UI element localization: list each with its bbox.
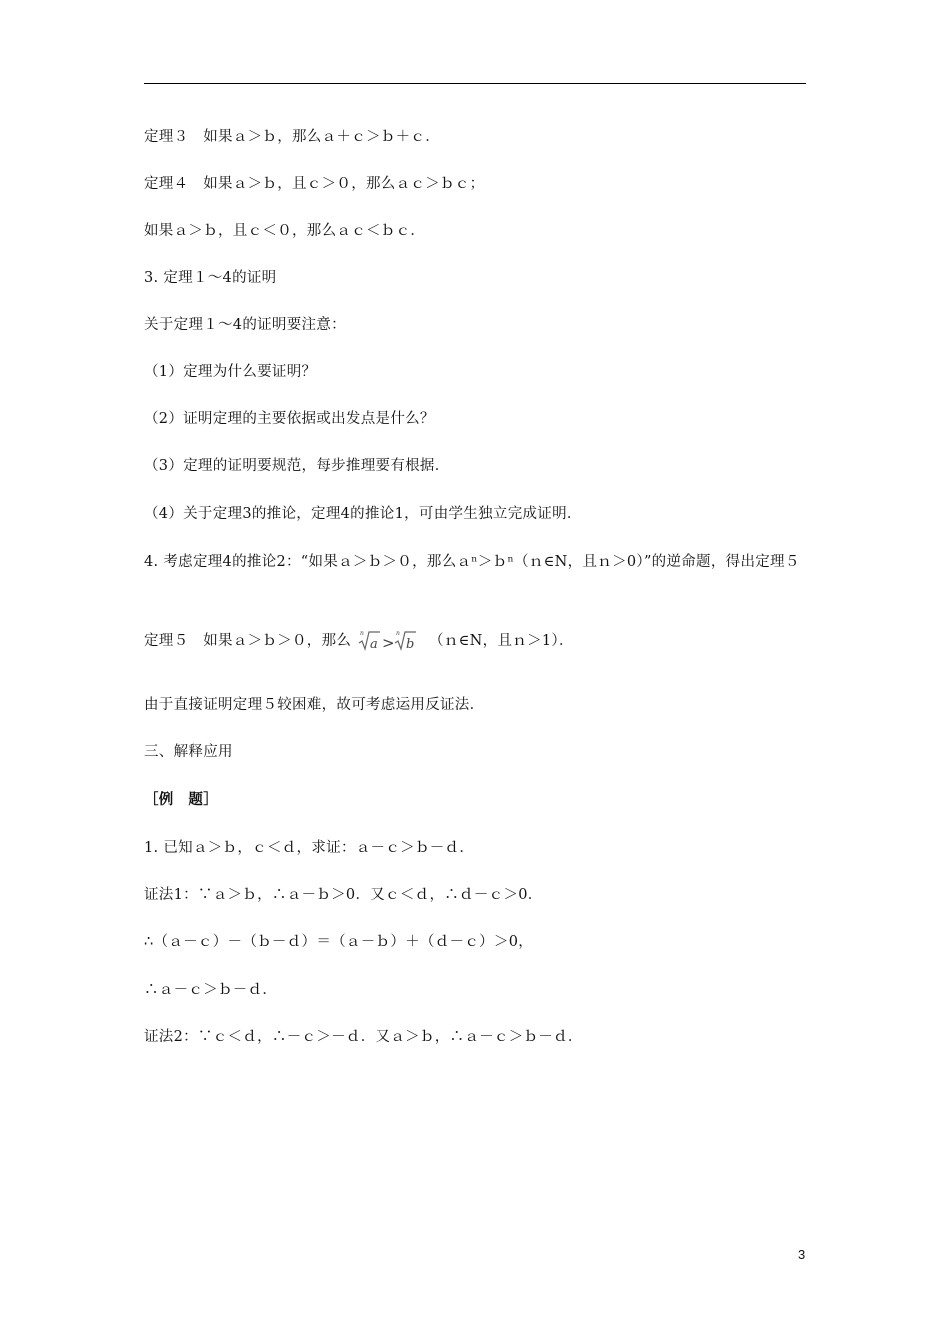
proof-2: 证法2：∵ｃ＜ｄ，∴－ｃ＞－ｄ．又ａ＞ｂ，∴ａ－ｃ＞ｂ－ｄ． [144,1029,583,1045]
example-heading: ［例 题］ [144,791,218,808]
section-4-paragraph: 4. 考虑定理4的推论2：“如果ａ＞ｂ＞０，那么ａⁿ＞ｂⁿ（ｎ∈N，且ｎ＞0）”的逆命题，得出定理５ [144,554,800,570]
note-1: （1）定理为什么要证明？ [144,364,317,380]
example-1: 1. 已知ａ＞ｂ，ｃ＜ｄ，求证：ａ－ｃ＞ｂ－ｄ． [144,840,475,856]
note-2: （2）证明定理的主要依据或出发点是什么？ [144,411,435,427]
note-3: （3）定理的证明要规范，每步推理要有根据． [144,458,450,474]
theorem-5-text: 定理５ 如果ａ＞ｂ＞０，那么 [144,633,352,649]
proof-1-conclusion: ∴ａ－ｃ＞ｂ－ｄ． [144,982,278,998]
svg-text:b: b [406,637,415,652]
proof-1-line-1: 证法1：∵ａ＞ｂ，∴ａ－ｂ＞0．又ｃ＜ｄ，∴ｄ－ｃ＞0． [144,887,543,903]
page-number: 3 [798,1247,806,1262]
svg-text:n: n [360,630,365,637]
proof-notes-intro: 关于定理１～4的证明要注意： [144,317,346,333]
theorem-4: 定理４ 如果ａ＞ｂ，且ｃ＞０，那么ａｃ＞ｂｃ； [144,176,485,192]
proof-method-note: 由于直接证明定理５较困难，故可考虑运用反证法． [144,697,485,713]
theorem-5-condition: （ｎ∈N，且ｎ＞1）． [429,633,574,649]
section-3-heading: 3. 定理１～4的证明 [144,270,277,286]
theorem-3: 定理３ 如果ａ＞ｂ，那么ａ＋ｃ＞ｂ＋ｃ． [144,129,440,145]
theorem-5 [144,628,574,654]
header-rule [144,83,806,84]
proof-1-line-2: ∴（ａ－ｃ）－（ｂ－ｄ）＝（ａ－ｂ）＋（ｄ－ｃ）＞0， [144,934,534,950]
svg-text:n: n [396,630,401,637]
section-heading-applications: 三、解释应用 [144,744,233,760]
nth-root-formula [358,628,422,654]
note-4: （4）关于定理3的推论，定理4的推论1，可由学生独立完成证明． [144,506,582,522]
svg-text:>: > [382,634,395,652]
theorem-4-case-2: 如果ａ＞ｂ，且ｃ＜０，那么ａｃ＜ｂｃ． [144,223,426,239]
svg-text:a: a [370,637,379,652]
